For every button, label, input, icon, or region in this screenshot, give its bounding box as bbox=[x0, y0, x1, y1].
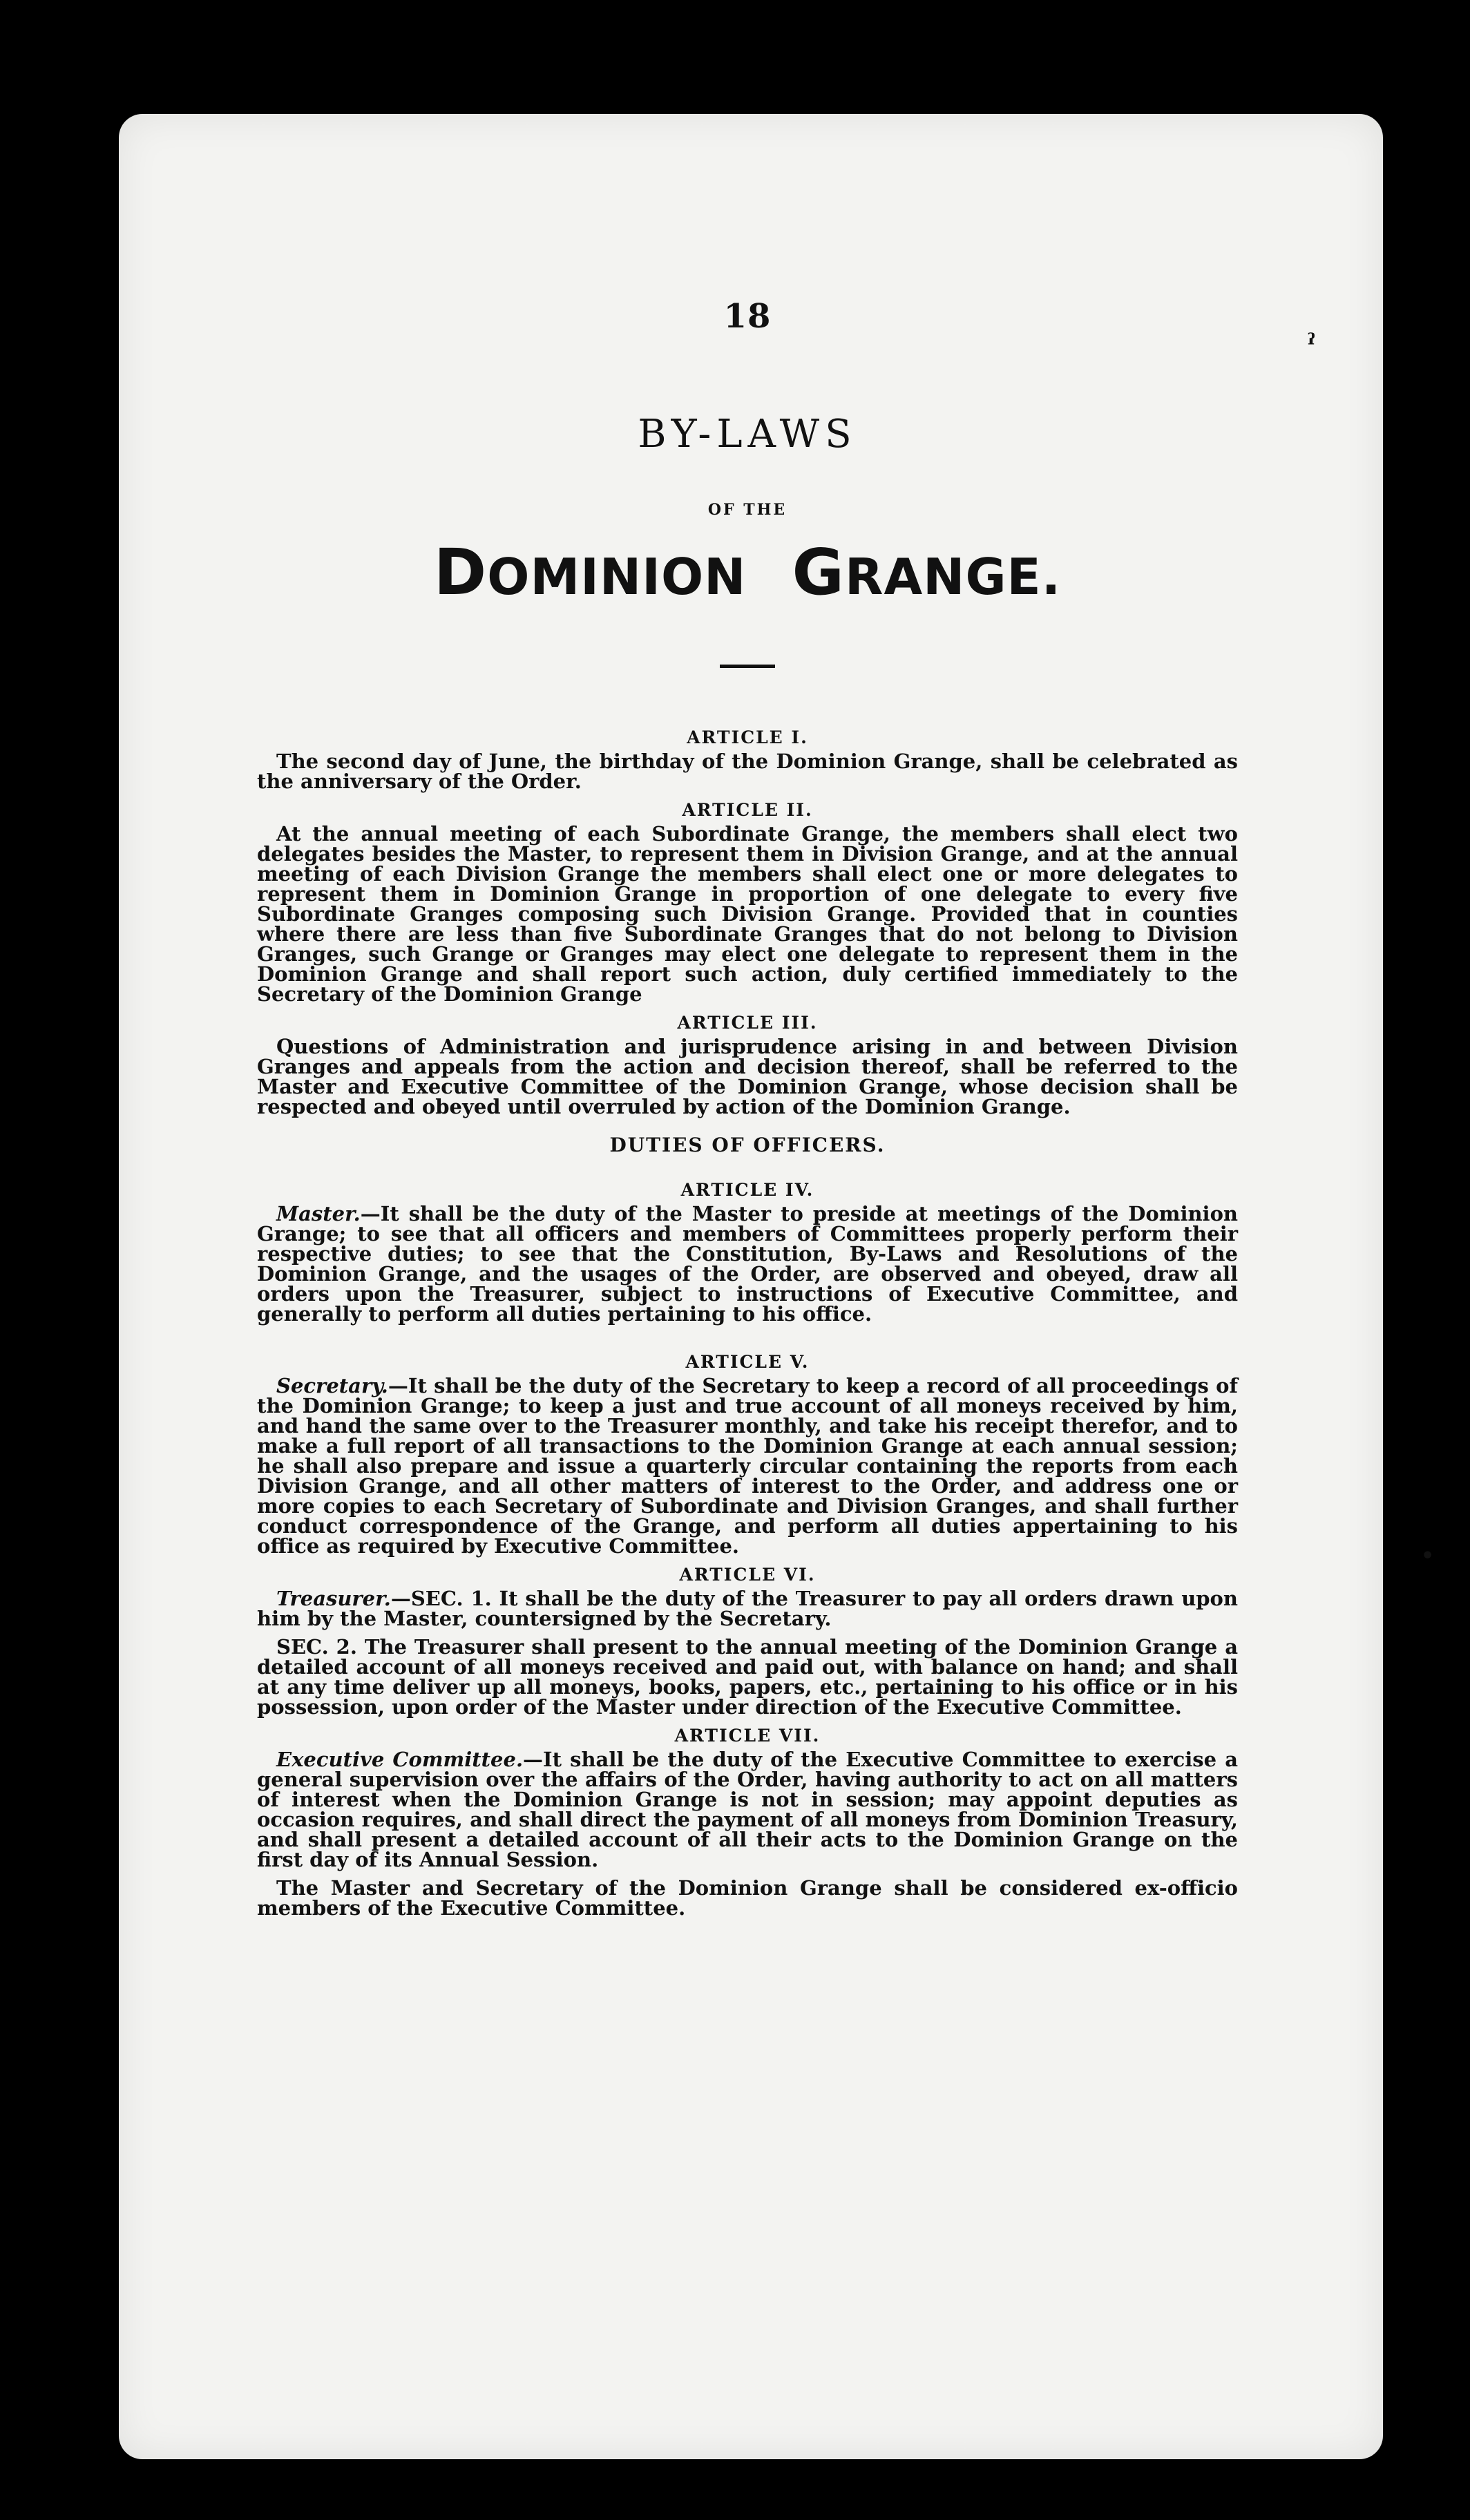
article-heading: ARTICLE VII. bbox=[674, 1726, 821, 1746]
article-section: SEC. 2. The Treasurer shall present to the annual meeting of the Dominion Grange a detailed account of all moneys received and paid out, with balance on hand; and shall at any time deliver up all moneys, books, papers, etc., pertaining to his office or in his possession, upon order of the Master under direction of the Executive Committee. bbox=[257, 1635, 1238, 1719]
article-heading: ARTICLE I. bbox=[687, 727, 808, 747]
article-text: Questions of Administration and jurisprudence arising in and between Division Granges and appeals from the action and decision thereof, shall be referred to the Master and Executive Committee of the Dominion Grange, whose decision shall be respected and obeyed until overruled by action of the Dominion Grange. bbox=[257, 1035, 1238, 1118]
article-body: —It shall be the duty of the Executive Committee to exercise a general supervision over the affairs of the Order, having authority to act on all matters of interest when the Dominion Grange is not in session; may appoint deputies as occasion requires, and shall direct the payment of all moneys from Dominion Treasury, and shall present a detailed account of all their acts to the Dominion Grange on the first day of its Annual Session. bbox=[257, 1748, 1238, 1871]
article-heading: ARTICLE VI. bbox=[679, 1565, 816, 1585]
page-content bbox=[257, 297, 1238, 1927]
article-lead: Master. bbox=[276, 1202, 361, 1225]
article-body: —It shall be the duty of the Secretary to keep a record of all proceedings of the Dominion Grange; to keep a just and true account of all moneys received by him, and hand the same over to the Treasurer monthly, and take his receipt therefor, and to make a full report of all transactions to the Dominion Grange at each annual session; he shall also prepare and issue a quarterly circular containing the reports from each Division Grange, and all other matters of interest to the Order, and address one or more copies to each Secretary of Subordinate and Division Granges, and shall further conduct correspondence of the Grange, and perform all duties appertaining to his office as required by Executive Committee. bbox=[257, 1374, 1238, 1558]
article-heading: ARTICLE II. bbox=[682, 800, 813, 820]
org-word1-initial: D bbox=[433, 535, 488, 609]
stray-dot: • bbox=[1421, 1544, 1435, 1568]
org-word1-rest: OMINION bbox=[487, 548, 747, 606]
article-closing: The Master and Secretary of the Dominion Grange shall be considered ex-officio members of the Executive Committee. bbox=[257, 1876, 1238, 1920]
stray-mark: ˀ bbox=[1307, 328, 1316, 361]
article-heading: ARTICLE IV. bbox=[680, 1180, 814, 1200]
article-heading: ARTICLE III. bbox=[677, 1013, 818, 1033]
page-title: BY-LAWS bbox=[638, 412, 857, 457]
page-subtitle: OF THE bbox=[707, 501, 788, 519]
article-heading: ARTICLE V. bbox=[685, 1352, 810, 1372]
article-text: The second day of June, the birthday of the Dominion Grange, shall be celebrated as the anniversary of the Order. bbox=[257, 750, 1238, 793]
article-lead: Executive Committee. bbox=[276, 1748, 524, 1771]
section-heading: DUTIES OF OFFICERS. bbox=[609, 1134, 886, 1156]
article-text: At the annual meeting of each Subordinate Grange, the members shall elect two delegates besides the Master, to represent them in Division Grange, and at the annual meeting of each Division Grange the members shall elect one or more delegates to represent them in Dominion Grange in proportion of one delegate to every five Subordinate Granges composing such Division Grange. Provided that in counties where there are less than five Subordinate Granges that do not belong to Division Granges, such Grange or Granges may elect one delegate to represent them in the Dominion Grange and shall report such action, duly certified immediately to the Secretary of the Dominion Grange bbox=[257, 822, 1238, 1006]
divider-rule bbox=[720, 665, 775, 668]
article-text bbox=[257, 1376, 1238, 1556]
article-text bbox=[257, 1750, 1238, 1870]
article-body: —It shall be the duty of the Master to preside at meetings of the Dominion Grange; to see that all officers and members of Committees properly perform their respective duties; to see that the Constitution, By-Laws and Resolutions of the Dominion Grange, and the usages of the Order, are observed and obeyed, draw all orders upon the Treasurer, subject to instructions of Executive Committee, and generally to perform all duties pertaining to his office. bbox=[257, 1202, 1238, 1326]
document-page bbox=[119, 114, 1435, 2459]
article-body: —SEC. 1. It shall be the duty of the Treasurer to pay all orders drawn upon him by the Master, countersigned by the Secretary. bbox=[257, 1587, 1238, 1630]
organization-name bbox=[257, 535, 1238, 609]
org-word2-initial: G bbox=[792, 535, 846, 609]
article-text bbox=[257, 1589, 1238, 1629]
article-text bbox=[257, 1204, 1238, 1324]
spacer bbox=[257, 1333, 1238, 1352]
article-lead: Secretary. bbox=[276, 1374, 388, 1397]
article-lead: Treasurer. bbox=[276, 1587, 391, 1610]
org-word2-rest: RANGE. bbox=[845, 548, 1062, 606]
page-number: 18 bbox=[723, 297, 772, 336]
